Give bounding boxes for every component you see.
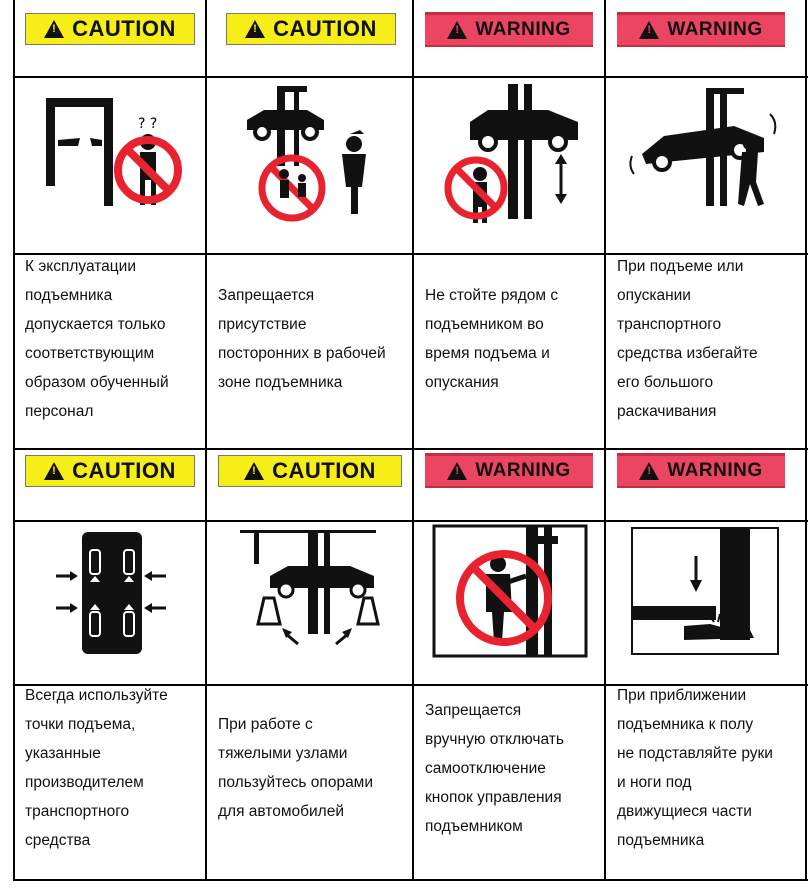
banner-label: CAUTION <box>273 16 377 41</box>
banner-label: WARNING <box>475 460 571 481</box>
no-override-icon <box>430 522 590 660</box>
no-bystanders-icon <box>232 82 392 222</box>
row-divider <box>13 448 808 450</box>
warning-triangle-icon <box>639 21 659 39</box>
crush-hazard-icon <box>630 526 780 656</box>
warning-triangle-icon <box>447 462 467 480</box>
warning-banner <box>425 12 593 47</box>
sign-description: Не стойте рядом с подъемником во время подъема и опускания <box>425 287 559 391</box>
sign-description: Запрещается вручную отключать самоотключение кнопок управления подъемником <box>425 702 564 835</box>
warning-triangle-icon <box>44 20 64 38</box>
sign-description: При подъеме или опускании транспортного средства избегайте его большого раскачивания <box>617 258 758 420</box>
caution-banner <box>226 13 396 45</box>
caution-banner <box>218 455 402 487</box>
column-divider <box>205 0 207 881</box>
caution-banner <box>25 13 195 45</box>
banner-label: WARNING <box>667 460 763 481</box>
warning-banner <box>425 453 593 488</box>
banner-label: WARNING <box>667 19 763 40</box>
banner-label: CAUTION <box>272 458 376 483</box>
caution-banner <box>25 455 195 487</box>
row-divider <box>13 76 808 78</box>
table-border-bottom <box>13 879 808 881</box>
column-divider <box>412 0 414 881</box>
banner-label: CAUTION <box>72 458 176 483</box>
trained-personnel-icon <box>40 90 185 220</box>
warning-triangle-icon <box>447 21 467 39</box>
table-border-left <box>13 0 15 881</box>
warning-triangle-icon <box>639 462 659 480</box>
table-border-right <box>805 0 807 881</box>
warning-triangle-icon <box>44 462 64 480</box>
row-divider <box>13 520 808 522</box>
sign-description: При работе с тяжелыми узлами пользуйтесь опорами для автомобилей <box>218 716 373 820</box>
lift-points-icon <box>50 528 170 658</box>
sign-description: Всегда используйте точки подъема, указанные производителем транспортного средства <box>25 687 168 849</box>
vehicle-rocking-icon <box>624 86 784 216</box>
sign-description: Запрещается присутствие посторонних в рабочей зоне подъемника <box>218 287 386 391</box>
warning-triangle-icon <box>244 462 264 480</box>
vehicle-supports-icon <box>240 526 380 656</box>
column-divider <box>604 0 606 881</box>
stay-clear-icon <box>428 82 588 227</box>
warning-triangle-icon <box>245 20 265 38</box>
sign-description: При приближении подъемника к полу не подставляйте руки и ноги под движущиеся части подъемника <box>617 687 773 849</box>
svg-text:? ?: ? ? <box>138 116 158 132</box>
banner-label: CAUTION <box>72 16 176 41</box>
warning-banner <box>617 453 785 488</box>
warning-banner <box>617 12 785 47</box>
banner-label: WARNING <box>475 19 571 40</box>
sign-description: К эксплуатации подъемника допускается только соответствующим образом обученный персонал <box>25 258 169 420</box>
